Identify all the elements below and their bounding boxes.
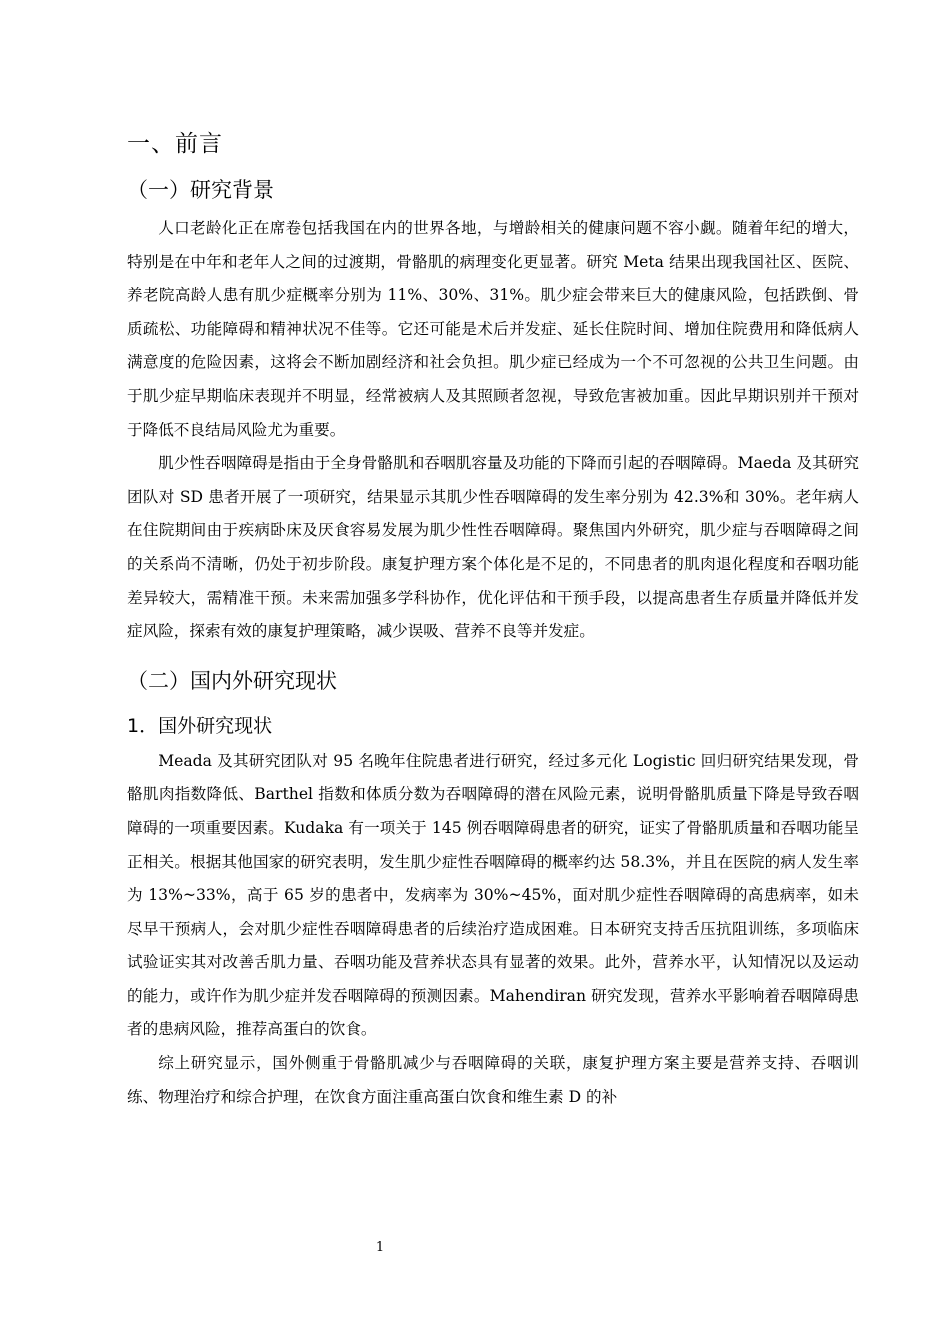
paragraph: Meada 及其研究团队对 95 名晚年住院患者进行研究，经过多元化 Logistic 回归研究结果发现，骨骼肌肉指数降低、Barthel 指数和体质分数为吞咽障碍的潜在风险元素，说明骨骼肌质量下降是导致吞咽障碍的一项重要因素。Kudaka 有一项关于 145 例吞咽障碍患者的研究，证实了骨骼肌质量和吞咽功能呈正相关。根据其他国家的研究表明，发生肌少症性吞咽障碍的概率约达 58.3%，并且在医院的病人发生率为 13%~33%，高于 65 岁的患者中，发病率为 30%~45%，面对肌少症性吞咽障碍的高患病率，如未尽早干预病人，会对肌少症性吞咽障碍患者的后续治疗造成困难。日本研究支持舌压抗阻训练，多项临床试验证实其对改善舌肌力量、吞咽功能及营养状态具有显著的效果。此外，营养水平，认知情况以及运动的能力，或许作为肌少症并发吞咽障碍的预测因素。Mahendiran 研究发现，营养水平影响着吞咽障碍患者的患病风险，推荐高蛋白的饮食。 (127, 751, 859, 1039)
page-content (127, 124, 859, 1114)
paragraph: 肌少性吞咽障碍是指由于全身骨骼肌和吞咽肌容量及功能的下降而引起的吞咽障碍。Maeda 及其研究团队对 SD 患者开展了一项研究，结果显示其肌少性吞咽障碍的发生率分别为 42.3%和 30%。老年病人在住院期间由于疾病卧床及厌食容易发展为肌少性性吞咽障碍。聚焦国内外研究，肌少症与吞咽障碍之间的关系尚不清晰，仍处于初步阶段。康复护理方案个体化是不足的，不同患者的肌肉退化程度和吞咽功能差异较大，需精准干预。未来需加强多学科协作，优化评估和干预手段，以提高患者生存质量并降低并发症风险，探索有效的康复护理策略，减少误吸、营养不良等并发症。 (127, 454, 859, 641)
chapter-heading: 一、前言 (127, 131, 223, 157)
subsection-heading-foreign-research: 1．国外研究现状 (127, 714, 273, 737)
section-heading-research-background: （一）研究背景 (127, 178, 274, 202)
paragraph: 人口老龄化正在席卷包括我国在内的世界各地，与增龄相关的健康问题不容小觑。随着年纪的增大，特别是在中年和老年人之间的过渡期，骨骼肌的病理变化更显著。研究 Meta 结果出现我国社区、医院、养老院高龄人患有肌少症概率分别为 11%、30%、31%。肌少症会带来巨大的健康风险，包括跌倒、骨质疏松、功能障碍和精神状况不佳等。它还可能是术后并发症、延长住院时间、增加住院费用和降低病人满意度的危险因素，这将会不断加剧经济和社会负担。肌少症已经成为一个不可忽视的公共卫生问题。由于肌少症早期临床表现并不明显，经常被病人及其照顾者忽视，导致危害被加重。因此早期识别并干预对于降低不良结局风险尤为重要。 (127, 219, 859, 439)
paragraph: 综上研究显示，国外侧重于骨骼肌减少与吞咽障碍的关联，康复护理方案主要是营养支持、吞咽训练、物理治疗和综合护理，在饮食方面注重高蛋白饮食和维生素 D 的补 (127, 1054, 859, 1106)
page-number: 1 (375, 1240, 385, 1255)
section-heading-research-status: （二）国内外研究现状 (127, 668, 337, 693)
